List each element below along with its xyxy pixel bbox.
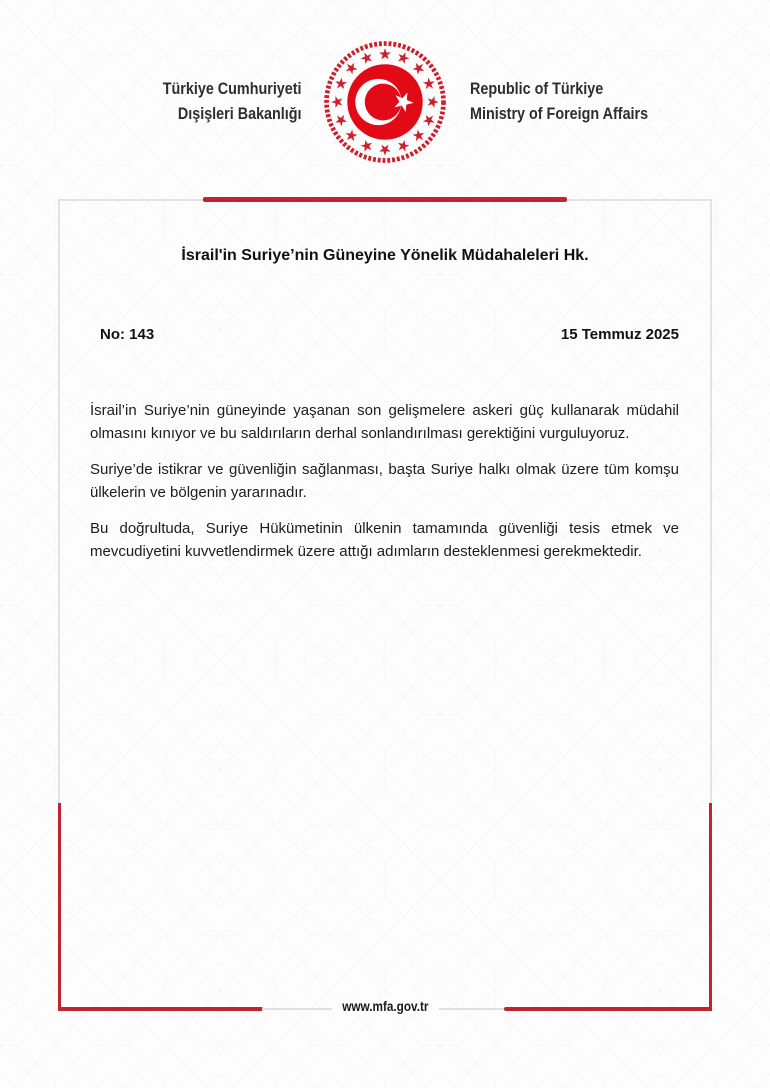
- org-name-turkish-line1: Türkiye Cumhuriyeti: [163, 80, 302, 98]
- org-name-turkish-line2: Dışişleri Bakanlığı: [178, 105, 302, 123]
- org-name-english-line2: Ministry of Foreign Affairs: [470, 105, 649, 123]
- footer-website-text: www.mfa.gov.tr: [332, 998, 438, 1014]
- body-paragraph-3: Bu doğrultuda, Suriye Hükümetinin ülkenin tamamında güvenliği tesis etmek ve mevcudiyetini kuvvetlendirmek üzere attığı adımların desteklenmesi gerekmektedir.: [90, 520, 679, 560]
- org-name-english-line1: Republic of Türkiye: [470, 80, 604, 98]
- frame-top-red-accent: [203, 197, 567, 202]
- press-release-date: 15 Temmuz 2025: [560, 326, 679, 343]
- page-title: İsrail'in Suriye’nin Güneyine Yönelik Müdahaleleri Hk.: [181, 247, 589, 264]
- press-release-body: [90, 399, 679, 576]
- mfa-emblem-icon: [319, 36, 451, 168]
- org-name-turkish: [163, 77, 302, 127]
- footer-website: [0, 998, 770, 1016]
- org-name-english: [470, 77, 648, 127]
- document-meta-row: [100, 326, 679, 343]
- body-paragraph-1: İsrail’in Suriye’nin güneyinde yaşanan son gelişmelere askeri güç kullanarak müdahil olmasını kınıyor ve bu saldırıların derhal sonlandırılması gerektiğini vurguluyoruz.: [90, 402, 679, 442]
- press-release-number: No: 143: [100, 326, 155, 343]
- frame-red-right-edge: [709, 803, 712, 1011]
- frame-red-left-edge: [58, 803, 61, 1011]
- press-release-frame: [58, 199, 712, 1010]
- body-paragraph-2: Suriye’de istikrar ve güvenliğin sağlanması, başta Suriye halkı olmak üzere tüm komşu ülkelerin ve bölgenin yararınadır.: [90, 461, 679, 501]
